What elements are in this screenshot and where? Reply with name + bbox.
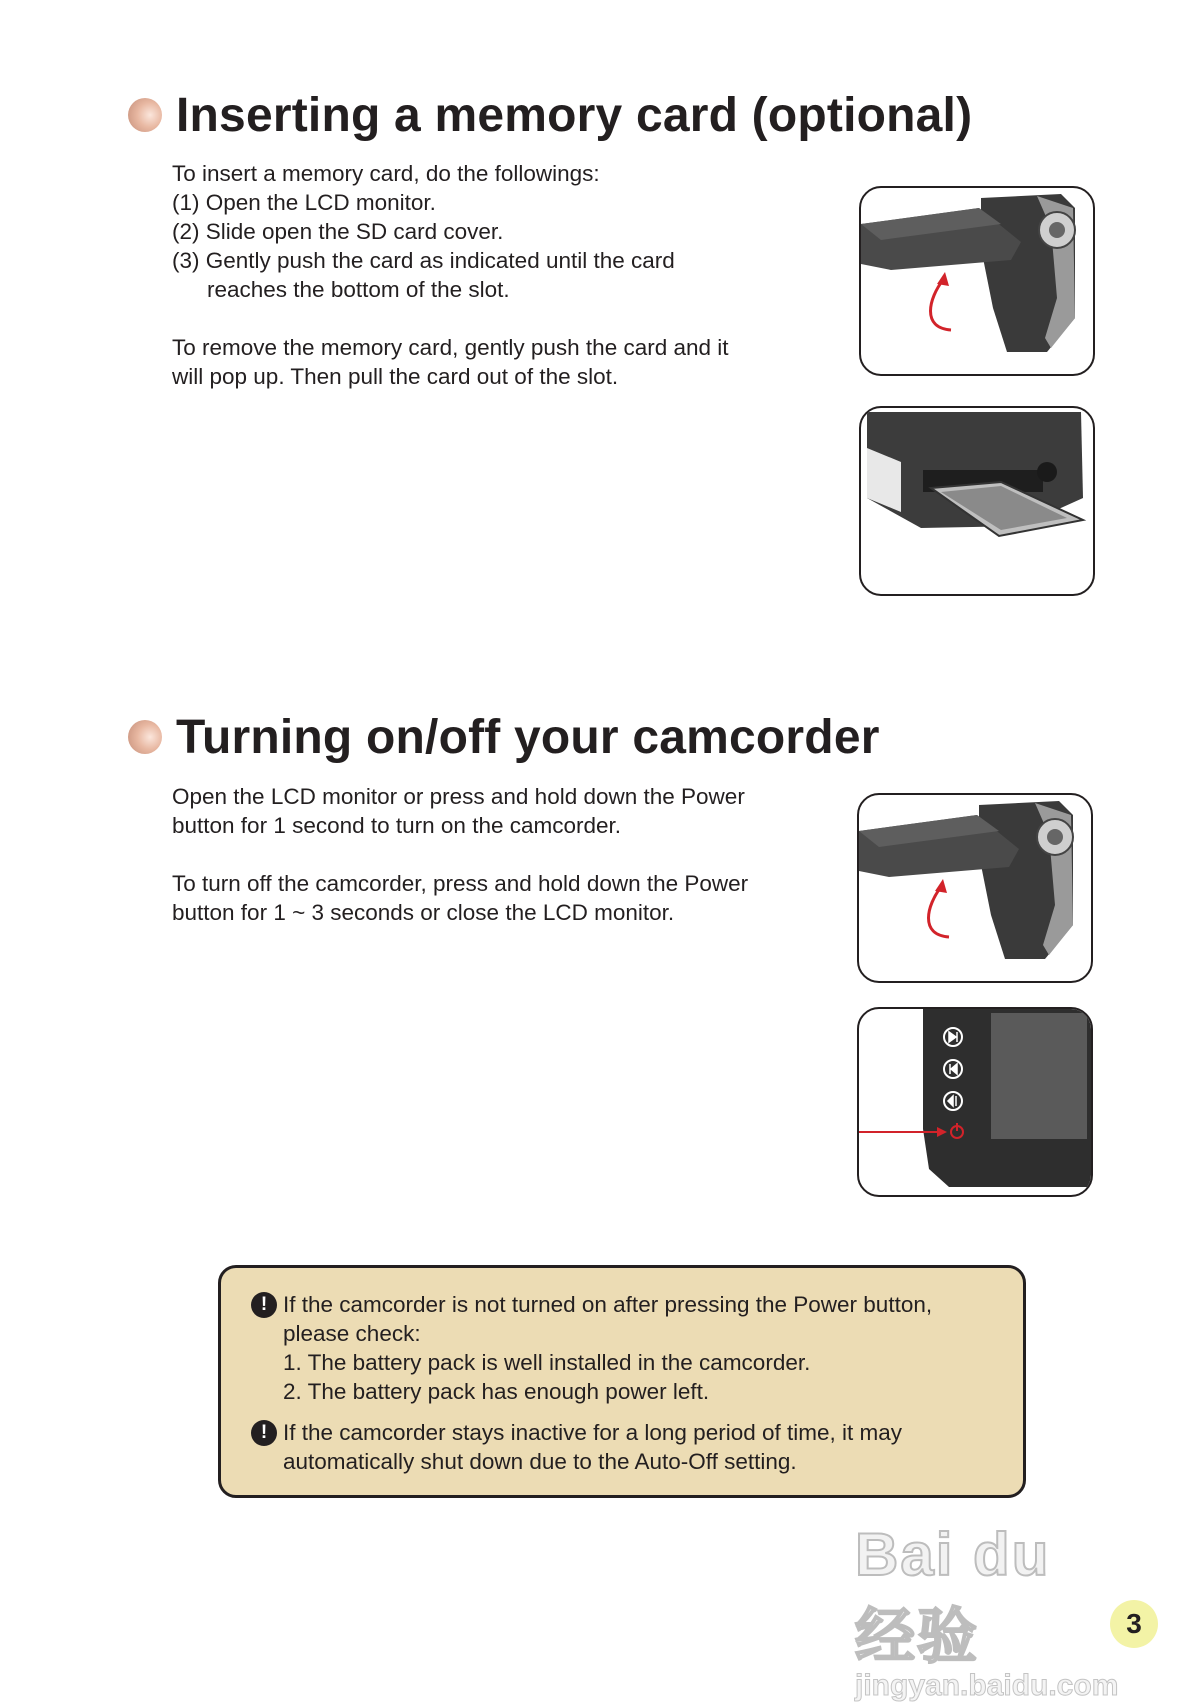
section-bullet-icon <box>128 720 162 754</box>
illustration-power-button <box>857 1007 1093 1197</box>
illustration-open-lcd-power <box>857 793 1093 983</box>
power-instructions <box>172 782 792 927</box>
step-3-continued: reaches the bottom of the slot. <box>207 277 510 302</box>
memory-card-instructions <box>172 159 792 391</box>
note-item-auto-off <box>251 1418 902 1476</box>
section-title-power: Turning on/off your camcorder <box>176 711 880 764</box>
page-number: 3 <box>1110 1600 1158 1648</box>
note-line: If the camcorder is not turned on after pressing the Power button, <box>283 1292 933 1317</box>
step-1: (1) Open the LCD monitor. <box>172 190 436 215</box>
power-off-line2: button for 1 ~ 3 seconds or close the LCD monitor. <box>172 900 675 925</box>
section-title-memory-card: Inserting a memory card (optional) <box>176 89 973 142</box>
note-item-power-check <box>251 1290 932 1406</box>
note-line: 2. The battery pack has enough power left. <box>283 1379 710 1404</box>
note-box <box>218 1265 1026 1498</box>
section-bullet-icon <box>128 98 162 132</box>
illustration-open-lcd <box>859 186 1095 376</box>
power-on-line2: button for 1 second to turn on the camcorder. <box>172 813 622 838</box>
note-line: If the camcorder stays inactive for a long period of time, it may <box>283 1420 903 1445</box>
remove-text-line2: will pop up. Then pull the card out of the slot. <box>172 364 619 389</box>
illustration-insert-card <box>859 406 1095 596</box>
exclamation-icon: ! <box>251 1420 277 1446</box>
note-line: 1. The battery pack is well installed in the camcorder. <box>283 1350 811 1375</box>
baidu-watermark <box>855 1520 1125 1702</box>
power-off-line1: To turn off the camcorder, press and hold down the Power <box>172 871 749 896</box>
remove-text-line1: To remove the memory card, gently push the card and it <box>172 335 729 360</box>
step-2: (2) Slide open the SD card cover. <box>172 219 504 244</box>
watermark-url: jingyan.baidu.com <box>855 1669 1119 1702</box>
note-line: please check: <box>283 1321 421 1346</box>
watermark-brand: Bai du 经验 <box>855 1521 1051 1670</box>
exclamation-icon: ! <box>251 1292 277 1318</box>
note-line: automatically shut down due to the Auto-Off setting. <box>283 1449 797 1474</box>
power-on-line1: Open the LCD monitor or press and hold down the Power <box>172 784 745 809</box>
step-3: (3) Gently push the card as indicated until the card <box>172 248 675 273</box>
intro-text: To insert a memory card, do the followings: <box>172 161 600 186</box>
